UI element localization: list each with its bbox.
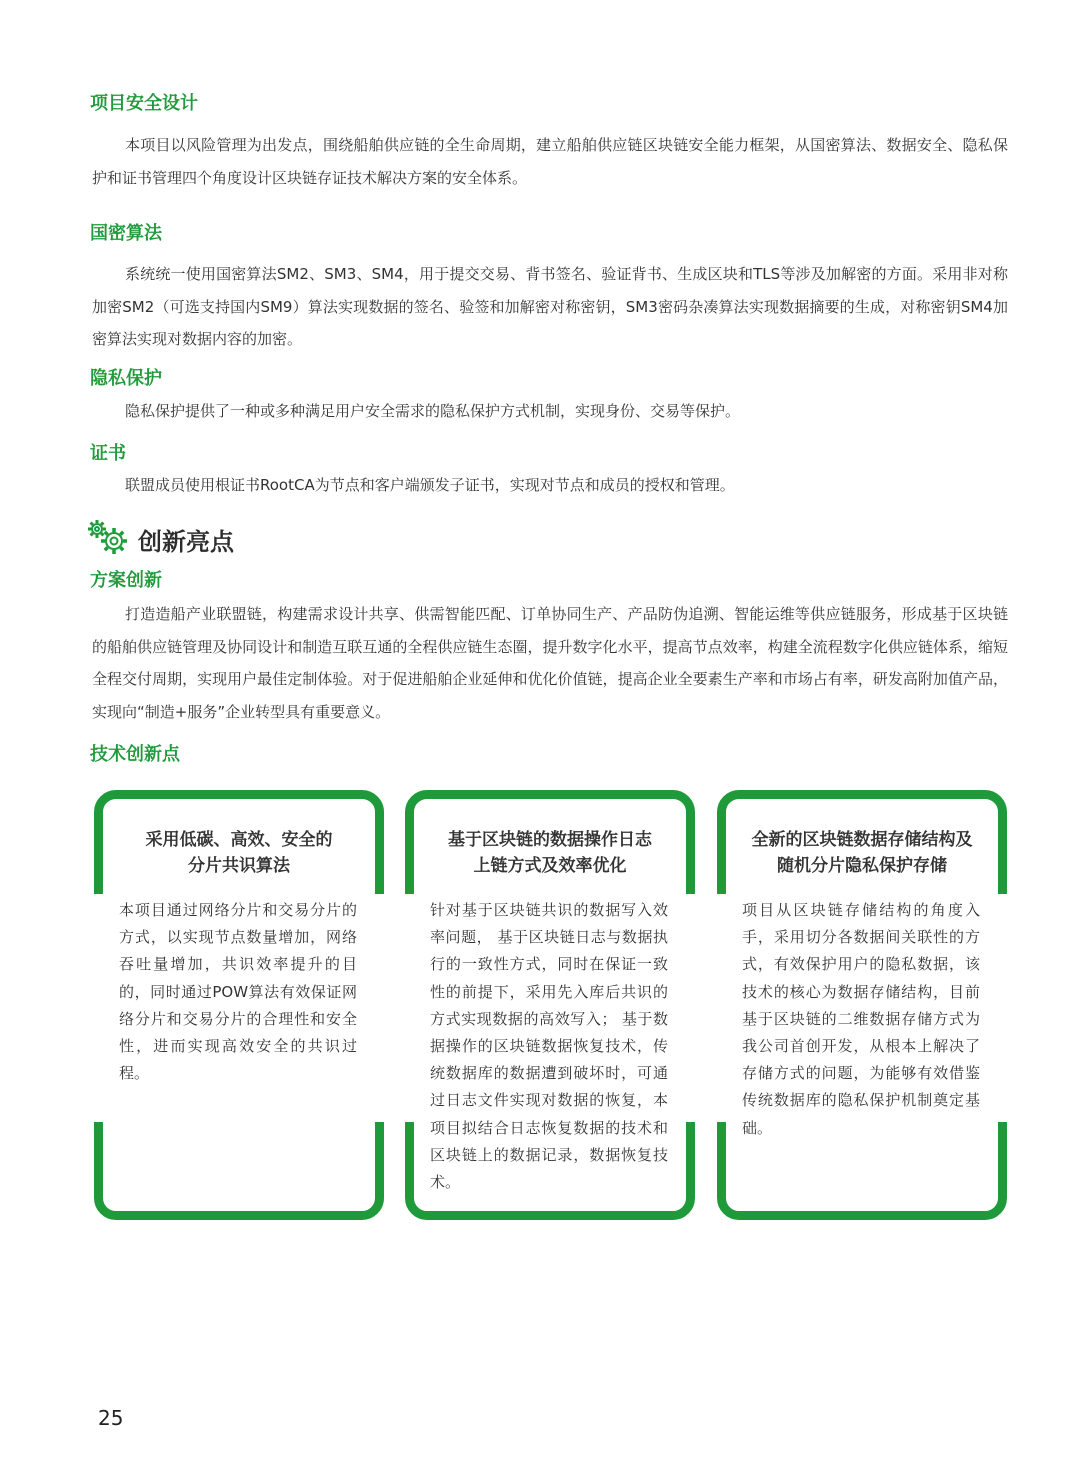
tech-card-title: 全新的区块链数据存储结构及 随机分片隐私保护存储 [751, 830, 973, 876]
gears-icon [86, 517, 134, 561]
innovation-section-title: 创新亮点 [138, 527, 234, 556]
tech-card-title: 采用低碳、高效、安全的 分片共识算法 [145, 830, 333, 876]
paragraph-national-crypto: 系统统一使用国密算法SM2、SM3、SM4，用于提交交易、背书签名、验证背书、生成区块和TLS等涉及加解密的方面。采用非对称加密SM2（可选支持国内SM9）算法实现数据的签名、验签和加解密对称密钥，SM3密码杂凑算法实现数据摘要的生成，对称密钥SM4加密算法实现对数据内容的加密。 [92, 265, 1008, 348]
heading-certificate: 证书 [90, 443, 126, 464]
tech-card-body: 针对基于区块链共识的数据写入效率问题， 基于区块链日志与数据执行的一致性方式，同时在保证一致性的前提下，采用先入库后共识的方式实现数据的高效写入； 基于数据操作的区块链数据恢复技术，传统数据库的数据遭到破坏时，可通过日志文件实现对数据的恢复，本项目拟结合日志恢复数据的技术和区块链上的数据记录，数据恢复技术。 [430, 901, 668, 1192]
paragraph-privacy: 隐私保护提供了一种或多种满足用户安全需求的隐私保护方式机制，实现身份、交易等保护。 [125, 402, 741, 420]
tech-card-title: 基于区块链的数据操作日志 上链方式及效率优化 [448, 830, 652, 876]
heading-privacy: 隐私保护 [90, 368, 162, 389]
tech-card-2 [405, 790, 695, 1220]
page-number: 25 [98, 1406, 124, 1430]
paragraph-solution-innovation: 打造造船产业联盟链，构建需求设计共享、供需智能匹配、订单协同生产、产品防伪追溯、智能运维等供应链服务，形成基于区块链的船舶供应链管理及协同设计和制造互联互通的全程供应链生态圈，提升数字化水平，提高节点效率，构建全流程数字化供应链体系，缩短全程交付周期，实现用户最佳定制体验。对于促进船舶企业延伸和优化价值链，提高企业全要素生产率和市场占有率，研发高附加值产品，实现向“制造+服务”企业转型具有重要意义。 [92, 605, 1008, 721]
tech-card-body: 本项目通过网络分片和交易分片的方式，以实现节点数量增加，网络吞吐量增加，共识效率提升的目的，同时通过POW算法有效保证网络分片和交易分片的合理性和安全性，进而实现高效安全的共识过程。 [119, 901, 357, 1083]
tech-card-1 [94, 790, 384, 1220]
innovation-section-header [86, 512, 234, 566]
heading-tech-innovation: 技术创新点 [90, 744, 180, 765]
heading-project-security: 项目安全设计 [90, 93, 198, 114]
paragraph-certificate: 联盟成员使用根证书RootCA为节点和客户端颁发子证书，实现对节点和成员的授权和管理。 [125, 476, 735, 494]
paragraph-project-security: 本项目以风险管理为出发点，围绕船舶供应链的全生命周期，建立船舶供应链区块链安全能力框架，从国密算法、数据安全、隐私保护和证书管理四个角度设计区块链存证技术解决方案的安全体系。 [92, 136, 1008, 187]
heading-national-crypto: 国密算法 [90, 223, 162, 244]
tech-card-body: 项目从区块链存储结构的角度入手，采用切分各数据间关联性的方式，有效保护用户的隐私数据，该技术的核心为数据存储结构，目前基于区块链的二维数据存储方式为我公司首创开发，从根本上解决了存储方式的问题，为能够有效借鉴传统数据库的隐私保护机制奠定基础。 [742, 901, 980, 1137]
tech-card-3 [717, 790, 1007, 1220]
heading-solution-innovation: 方案创新 [90, 570, 162, 591]
